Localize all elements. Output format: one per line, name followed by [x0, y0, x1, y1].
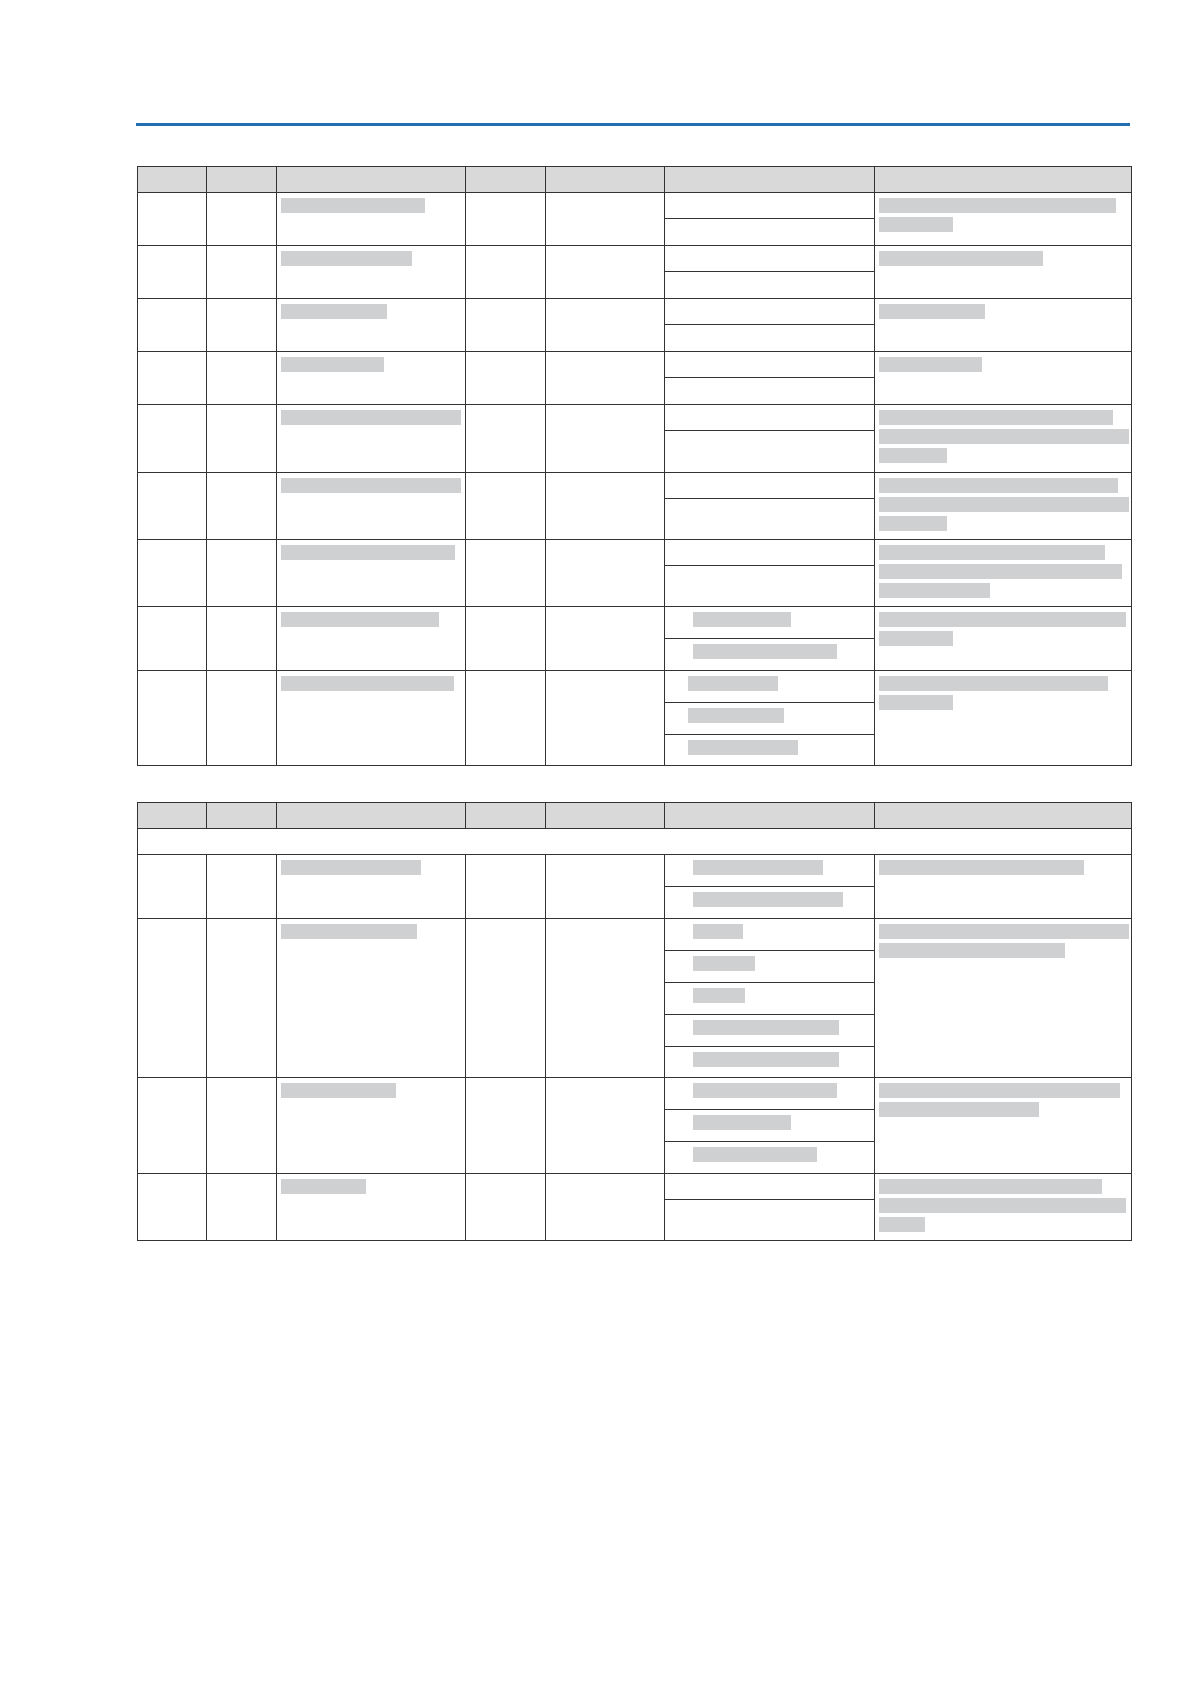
redacted-text: [879, 1217, 925, 1232]
redacted-text: [281, 478, 461, 493]
redacted-text: [879, 564, 1122, 579]
header-rule: [136, 123, 1130, 126]
redacted-text: [693, 1147, 817, 1162]
table-row: [138, 607, 1132, 671]
redacted-text: [879, 860, 1084, 875]
redacted-text: [879, 1083, 1120, 1098]
redacted-text: [693, 988, 745, 1003]
redacted-text: [879, 357, 982, 372]
header-cell: [665, 167, 875, 193]
redacted-text: [879, 429, 1129, 444]
redacted-text: [879, 217, 953, 232]
redacted-text: [879, 545, 1105, 560]
header-cell: [546, 803, 665, 829]
redacted-text: [879, 1102, 1039, 1117]
redacted-text: [693, 644, 837, 659]
header-cell: [138, 803, 207, 829]
redacted-text: [688, 740, 798, 755]
redacted-text: [879, 924, 1129, 939]
redacted-text: [879, 612, 1126, 627]
redacted-text: [281, 251, 412, 266]
redacted-text: [693, 892, 843, 907]
redacted-text: [879, 943, 1065, 958]
redacted-text: [281, 924, 417, 939]
redacted-text: [879, 631, 953, 646]
redacted-text: [281, 1083, 396, 1098]
redacted-text: [281, 676, 454, 691]
redacted-text: [688, 708, 784, 723]
redacted-text: [879, 583, 990, 598]
header-cell: [138, 167, 207, 193]
header-cell: [207, 167, 277, 193]
table-row: [138, 405, 1132, 473]
redacted-text: [281, 357, 384, 372]
table-row: [138, 540, 1132, 607]
header-cell: [207, 803, 277, 829]
redacted-text: [281, 410, 461, 425]
redacted-text: [281, 860, 421, 875]
redacted-text: [281, 198, 425, 213]
parameter-table-1: [137, 166, 1132, 766]
redacted-text: [281, 1179, 366, 1194]
redacted-text: [879, 448, 947, 463]
table-header-row: [138, 803, 1132, 829]
redacted-text: [281, 545, 455, 560]
header-cell: [875, 803, 1132, 829]
header-cell: [277, 167, 466, 193]
redacted-text: [693, 1052, 839, 1067]
redacted-text: [693, 956, 755, 971]
redacted-text: [879, 497, 1129, 512]
header-cell: [277, 803, 466, 829]
section-row: [138, 829, 1132, 855]
redacted-text: [879, 304, 985, 319]
redacted-text: [693, 1020, 839, 1035]
redacted-text: [693, 924, 743, 939]
table-row: [138, 1174, 1132, 1241]
table-row: [138, 855, 1132, 919]
redacted-text: [879, 516, 947, 531]
redacted-text: [693, 1083, 837, 1098]
header-cell: [665, 803, 875, 829]
table-row: [138, 671, 1132, 766]
header-cell: [466, 803, 546, 829]
header-cell: [466, 167, 546, 193]
redacted-text: [281, 304, 387, 319]
redacted-text: [879, 410, 1113, 425]
redacted-text: [879, 1198, 1126, 1213]
redacted-text: [879, 478, 1118, 493]
header-cell: [875, 167, 1132, 193]
table-header-row: [138, 167, 1132, 193]
section-cell: [138, 829, 1132, 855]
parameter-table-2: [137, 802, 1132, 1241]
redacted-text: [879, 676, 1108, 691]
redacted-text: [688, 676, 778, 691]
table-row: [138, 919, 1132, 1078]
table-row: [138, 1078, 1132, 1174]
redacted-text: [879, 1179, 1102, 1194]
redacted-text: [879, 198, 1116, 213]
redacted-text: [693, 1115, 791, 1130]
table-row: [138, 473, 1132, 540]
redacted-text: [693, 860, 823, 875]
table-row: [138, 352, 1132, 405]
redacted-text: [281, 612, 439, 627]
redacted-text: [879, 251, 1043, 266]
redacted-text: [693, 612, 791, 627]
header-cell: [546, 167, 665, 193]
table-row: [138, 299, 1132, 352]
table-row: [138, 246, 1132, 299]
redacted-text: [879, 695, 953, 710]
table-row: [138, 193, 1132, 246]
